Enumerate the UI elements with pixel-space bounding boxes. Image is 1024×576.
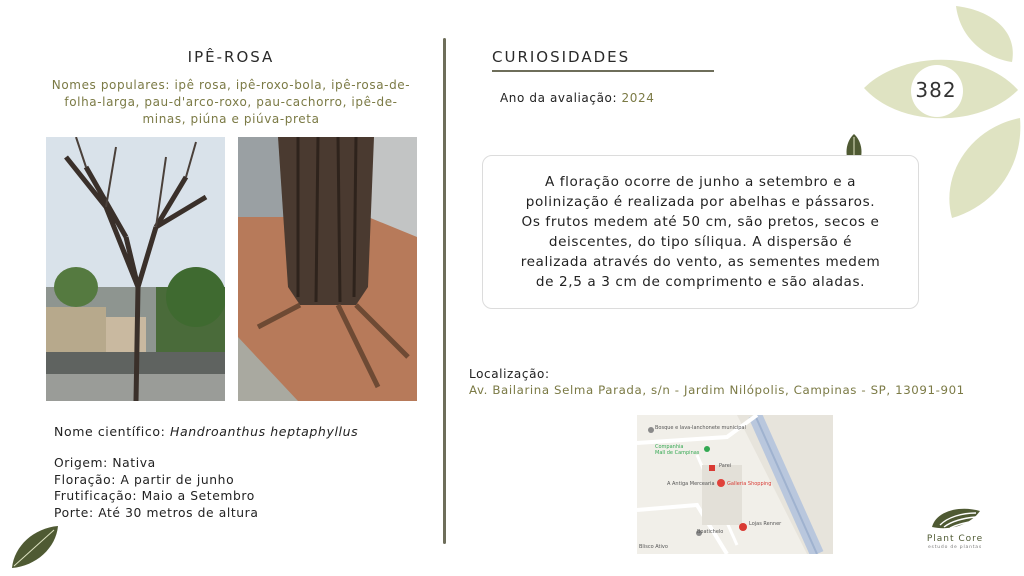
map-label: Blisco Ativo: [639, 544, 668, 550]
scientific-name-value: Handroanthus heptaphyllus: [169, 424, 359, 439]
plant-name: IPÊ-ROSA: [187, 48, 275, 66]
popular-names-line: ipê rosa, ipê-roxo-bola, ipê-rosa-de-: [174, 78, 411, 92]
popular-names-label: Nomes populares:: [51, 78, 171, 92]
popular-names-line: minas, piúna e piúva-preta: [142, 112, 320, 126]
brand-tagline: estudo de plantas: [927, 545, 982, 550]
brand-logo-icon: [930, 503, 982, 533]
evaluation-year-value: 2024: [621, 91, 655, 105]
column-divider: [443, 38, 446, 544]
curiosities-line: realizada através do vento, as sementes medem: [520, 254, 881, 270]
origin-text: Origem: Nativa: [54, 456, 156, 470]
curiosities-line: A floração ocorre de junho a setembro e a: [544, 174, 857, 190]
trunk-photo: [238, 137, 417, 401]
leaf-decoration-bottom-left: [10, 522, 62, 570]
scientific-name: [54, 424, 358, 439]
title-underline: [492, 70, 714, 72]
curiosities-text: [495, 172, 906, 292]
evaluation-year: [500, 91, 655, 105]
curiosities-line: polinização é realizada por abelhas e pássaros.: [525, 194, 876, 210]
flowering-text: Floração: A partir de junho: [54, 472, 235, 487]
size-text: Porte: Até 30 metros de altura: [54, 505, 259, 520]
map-label: Galleria Shopping: [727, 481, 772, 487]
brand-name: Plant Core: [926, 534, 984, 544]
map-label: Bosque e lava-lanchonete municipal: [655, 425, 746, 431]
badge-number: 382: [915, 78, 957, 102]
curiosities-line: Os frutos medem até 50 cm, são pretos, secos e: [521, 214, 880, 230]
location-map[interactable]: [637, 415, 833, 554]
location-label: Localização:: [469, 367, 550, 381]
map-label: Mall de Campinas: [655, 450, 700, 456]
popular-names-line: folha-larga, pau-d'arco-roxo, pau-cachorro, ipê-de-: [64, 95, 398, 109]
curiosities-line: deiscentes, do tipo síliqua. A dispersão é: [548, 234, 853, 250]
curiosities-line: de 2,5 a 3 cm de comprimento e são aladas.: [535, 274, 866, 290]
map-label: Parei: [719, 463, 732, 469]
evaluation-year-label: Ano da avaliação:: [500, 91, 618, 105]
plant-details: [54, 455, 258, 521]
tree-photo: [46, 137, 225, 401]
fruiting-text: Frutificação: Maio a Setembro: [54, 489, 255, 503]
curiosities-card: [482, 155, 919, 309]
map-label: A Antiga Mercearia: [667, 481, 715, 487]
location-address: Av. Bailarina Selma Parada, s/n - Jardim Nilópolis, Campinas - SP, 13091-901: [469, 383, 965, 397]
scientific-name-label: Nome científico:: [54, 424, 166, 439]
map-label: Boatichelo: [697, 529, 724, 535]
curiosities-title: CURIOSIDADES: [492, 48, 631, 66]
popular-names: [30, 77, 432, 128]
map-label: Lojas Renner: [749, 521, 782, 527]
map-label: Companhia: [655, 444, 684, 450]
